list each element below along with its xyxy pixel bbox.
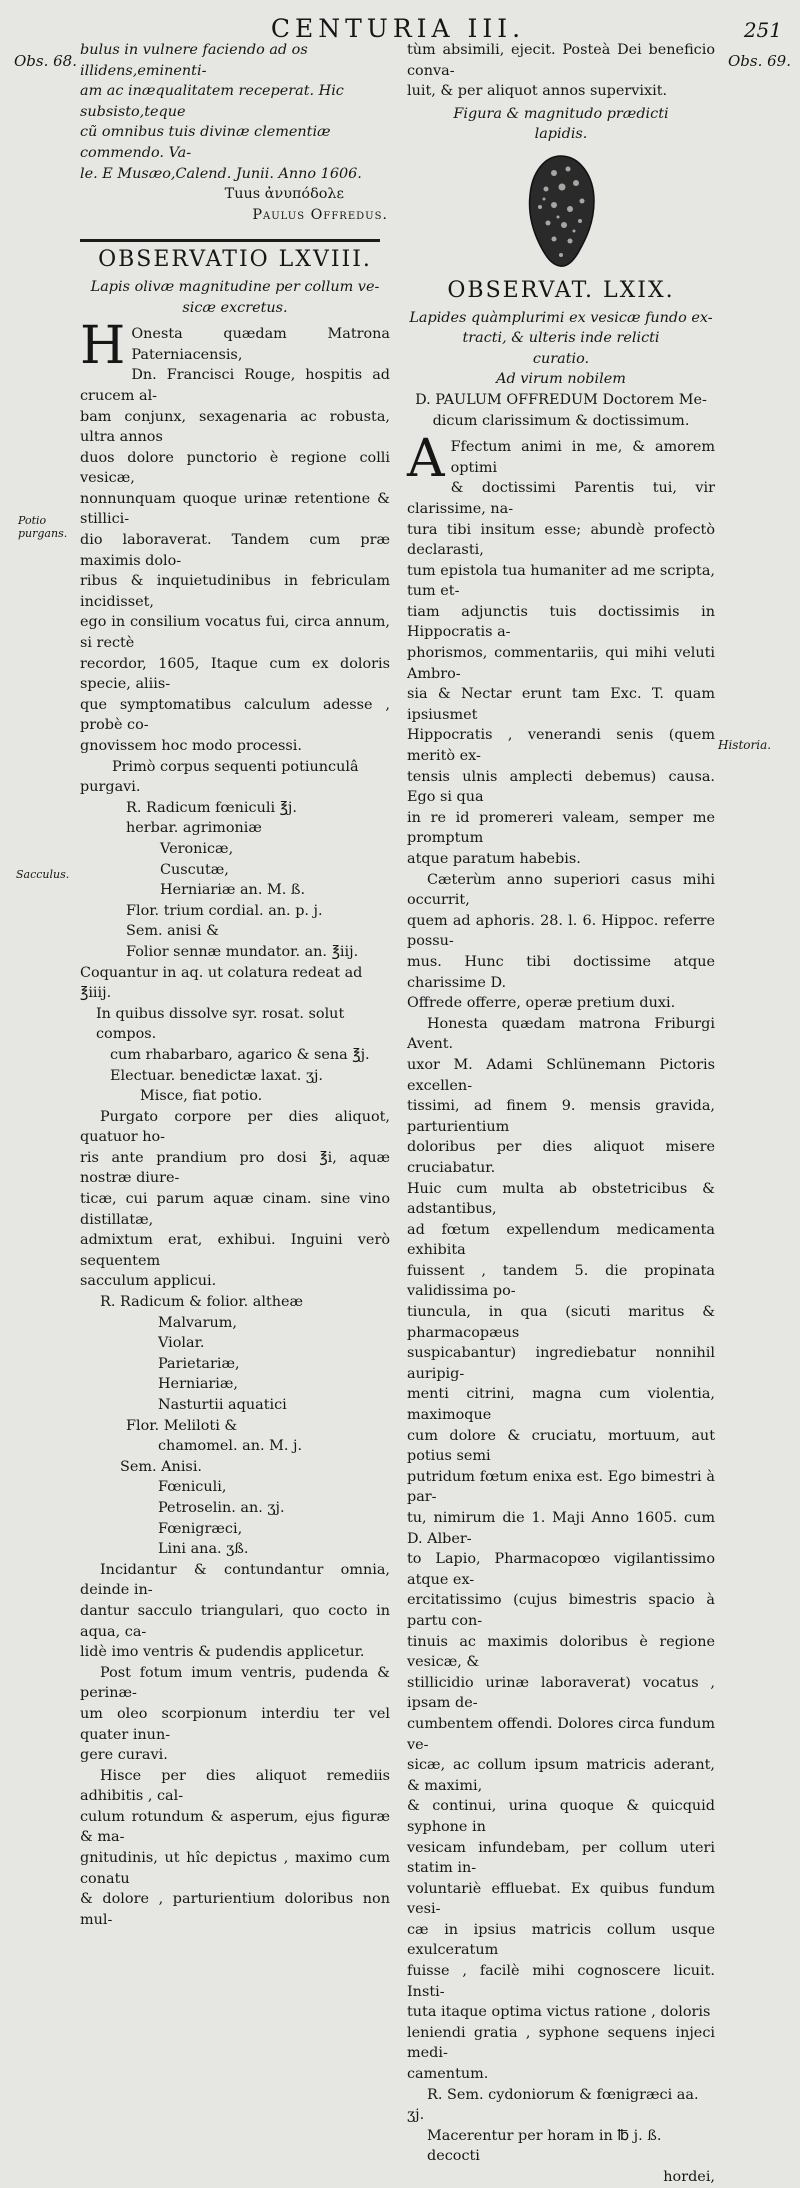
margin-note-obs69: Obs. 69. — [728, 52, 791, 70]
letter-paragraph-2: Cæterùm anno superiori casus mihi occurrit, quem ad aphoris. 28. l. 6. Hippoc. referre possu- mus. Hunc tibi doctissime atque charissime D. Offrede offerre, operæ pretium duxi. — [407, 871, 715, 1012]
stone-illustration — [524, 153, 598, 269]
coquantur-line: Coquantur in aq. ut colatura redeat ad ℥iiij. — [80, 964, 363, 1002]
observation-69-title: OBSERVAT. LXIX. — [447, 277, 675, 303]
page-number: 251 — [743, 18, 782, 42]
recipe-potio: R. Radicum fœniculi ℥j. herbar. agrimoniæ Veronicæ, Cuscutæ, Herniariæ an. M. ß. Flor. trium cordial. an. p. j. Sem. anisi & Folior sennæ mundator. an. ℥iij. — [126, 799, 359, 960]
running-title: CENTURIA III. — [270, 14, 526, 43]
recipe-sacculus: R. Radicum & folior. altheæ Malvarum, Violar. Parietariæ, Herniariæ, Nasturtii aquatici Flor. Meliloti & chamomel. an. M. j. Sem. Anisi. Fœniculi, Petroselin. an. ʒj. Fœnigræci, Lini ana. ʒß. — [100, 1294, 304, 1558]
signature: Paulus Offredus. — [252, 206, 388, 223]
dedicatee: D. PAULUM OFFREDUM Doctorem Me- dicum clarissimum & doctissimum. — [415, 391, 707, 429]
observation-68-title: OBSERVATIO LXVIII. — [98, 247, 372, 273]
purgato-paragraph: Purgato corpore per dies aliquot, quatuor ho- ris ante prandium pro dosi ℥i, aquæ nostræ diure- ticæ, cui parum aquæ cinam. sine vino distillatæ, admixtum erat, exhibui. Inguini verò sequentem sacculum applicui. — [80, 1108, 390, 1290]
drop-cap-a: A — [407, 429, 445, 490]
left-column — [80, 40, 390, 1930]
margin-note-obs68: Obs. 68. — [14, 52, 77, 70]
right-top-text: tùm absimili, ejecit. Posteà Dei beneficio conva- luit, & per aliquot annos supervixit. — [407, 42, 715, 100]
letter-paragraph-1: A Ffectum animi in me, & amorem optimi & doctissimi Parentis tui, vir clarissime, na- tura tibi insitum esse; abundè profectò declarasti, tum epistola tua humaniter ad me scripta, tum et- tiam adjunctis tuis doctissimis in Hippocratis a- phorismos, commentariis, qui mihi veluti Ambro- sia & Nectar erunt tam Exc. T. quam ipsiusmet Hippocratis , venerandi senis (quem meritò ex- tensis ulnis amplecti debemus) causa. Ego si qua in re id promereri valeam, semper me promptum atque paratum habebis. — [407, 429, 715, 867]
incidantur-paragraph: Incidantur & contundantur omnia, deinde in- dantur sacculo triangulari, quo cocto in aqua, ca- lidè imo ventris & pudendis applicetur. — [80, 1561, 390, 1661]
margin-note-potio: Potio purgans. — [18, 514, 68, 540]
section-rule — [80, 239, 380, 242]
letter-closing: Tuus ἀνυπόδολε — [224, 186, 344, 203]
primo-line: Primò corpus sequenti potiunculâ purgavi. — [80, 758, 359, 796]
observation-68-subtitle: Lapis olivæ magnitudine per collum ve- sicæ excretus. — [90, 278, 380, 316]
letter-paragraph-3: Honesta quædam matrona Friburgi Avent. uxor M. Adami Schlünemann Pictoris excellen- tissimi, ad finem 9. mensis gravida, parturientium doloribus per dies aliquot misere cruciabatur. Huic cum multa ab obstetricibus & adstantibus, ad fœtum expellendum medicamenta exhibita fuissent , tandem 5. die propinata validissima po- tiuncula, in qua (sicuti maritus & pharmacopæus suspicabantur) ingrediebatur nonnihil auripig- menti citrini, magna cum violentia, maximoque cum dolore & cruciatu, mortuum, aut potius semi putridum fœtum enixa est. Ego bimestri à par- tu, nimirum die 1. Maji Anno 1605. cum D. Alber- to Lapio, Pharmacopœo vigilantissimo atque ex- ercitatissimo (cujus bimestris spacio à partu con- tinuis ac maximis doloribus è regione vesicæ, & stillicidio urinæ laboraverat) vocatus , ipsam de- cumbentem offendi. Dolores circa fundum ve- sicæ, ac collum ipsum matricis aderant, & maximi, & continui, urina quoque & quicquid syphone in vesicam infundebam, per collum uteri statim in- voluntariè effluebat. Ex quibus fundum vesi- cæ in ipsius matricis collum usque exulceratum fuisse , facilè mihi cognoscere licuit. Insti- tuta itaque optima victus ratione , doloris leniendi gratia , syphone sequens injeci medi- camentum. — [407, 1015, 715, 2083]
observation-69-subtitle: Lapides quàmplurimi ex vesicæ fundo ex- tracti, & ulteris inde relicti curatio. — [409, 309, 713, 367]
margin-note-historia: Historia. — [718, 738, 772, 752]
post-paragraph: Post fotum imum ventris, pudenda & perinæ- um oleo scorpionum interdiu ter vel quater inun- gere curavi. — [80, 1664, 390, 1764]
observation-68-intro: H Onesta quædam Matrona Paterniacensis, Dn. Francisci Rouge, hospitis ad crucem al- bam conjunx, sexagenaria ac robusta, ultra annos duos dolore punctorio è regione colli vesicæ, nonnunquam quoque urinæ retentione & stillici- dio laboraverat. Tandem cum præ maximis dolo- ribus & inquietudinibus in febriculam incidisset, ego in consilium vocatus fui, circa annum, si rectè recordor, 1605, Itaque cum ex doloris specie, aliis- que symptomatibus calculum adesse , probè co- gnovissem hoc modo processi. — [80, 316, 390, 754]
recipe-potio-dissolve: In quibus dissolve syr. rosat. solut compos. cum rhabarbaro, agarico & sena ℥j. Electuar. benedictæ laxat. ʒj. Misce, fiat potio. — [96, 1005, 370, 1105]
ad-virum-line: Ad virum nobilem — [496, 371, 626, 388]
margin-note-sacculus: Sacculus. — [16, 868, 70, 881]
figure-caption: Figura & magnitudo prædicti lapidis. — [453, 105, 669, 143]
right-column — [407, 40, 715, 2188]
letter-end: bulus in vulnere faciendo ad os illidens,eminenti- am ac inæqualitatem receperat. Hic subsisto,teque cũ omnibus tuis divinæ clementiæ commendo. Va- le. E Musæo,Calend. Junii. Anno 1606. — [80, 42, 362, 182]
hisce-paragraph: Hisce per dies aliquot remediis adhibitis , cal- culum rotundum & asperum, ejus figuræ & ma- gnitudinis, ut hîc depictus , maximo cum conatu & dolore , parturientium doloribus non mul- — [80, 1767, 390, 1928]
drop-cap-h: H — [80, 316, 126, 377]
recipe-injection: R. Sem. cydoniorum & fœnigræci aa. ʒj. Macerentur per horam in ℔ j. ß. decocti hordei, — [407, 2086, 715, 2185]
